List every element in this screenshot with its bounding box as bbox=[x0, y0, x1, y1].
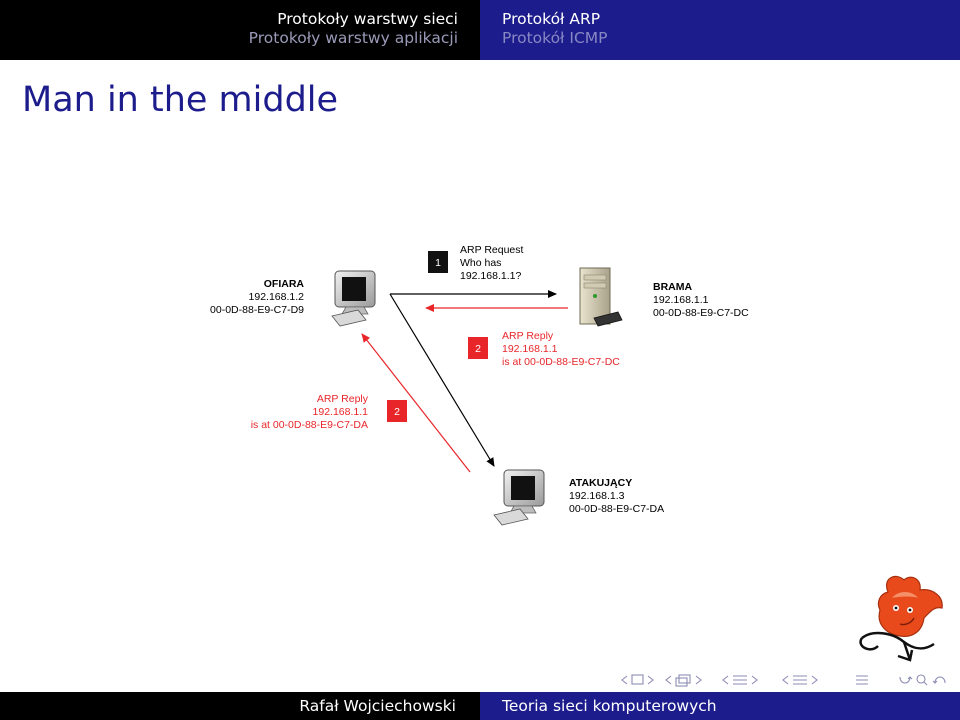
slide-title: Man in the middle bbox=[22, 80, 339, 120]
attacker-computer-icon bbox=[494, 470, 544, 525]
step2-gateway-line3: is at 00-0D-88-E9-C7-DC bbox=[502, 356, 620, 368]
arp-request-arrow-to-attacker bbox=[390, 294, 494, 466]
footer-course-title: Teoria sieci komputerowych bbox=[502, 697, 717, 715]
victim-ip: 192.168.1.2 bbox=[248, 291, 304, 303]
nav-frame-icon[interactable] bbox=[632, 675, 643, 684]
step1-line2: Who has bbox=[460, 257, 502, 269]
victim-mac: 00-0D-88-E9-C7-D9 bbox=[210, 304, 304, 316]
header-right-panel bbox=[480, 0, 960, 60]
nav-document-icon[interactable] bbox=[793, 676, 807, 684]
attacker-ip: 192.168.1.3 bbox=[569, 490, 625, 502]
arp-mitm-diagram bbox=[198, 238, 764, 528]
step2-gateway-line1: ARP Reply bbox=[502, 330, 554, 342]
attacker-label: ATAKUJĄCY bbox=[569, 477, 633, 489]
step2-victim-line3: is at 00-0D-88-E9-C7-DA bbox=[250, 419, 368, 431]
arp-reply-arrow-to-victim bbox=[362, 334, 470, 472]
step1-line1: ARP Request bbox=[460, 244, 524, 256]
footer-right-panel bbox=[480, 692, 960, 720]
step2-gateway-number: 2 bbox=[475, 343, 481, 355]
subsection-link-arp[interactable]: Protokół ARP bbox=[502, 10, 601, 28]
nav-section-icon[interactable] bbox=[733, 676, 747, 684]
gateway-ip: 192.168.1.1 bbox=[653, 294, 709, 306]
gateway-server-icon bbox=[580, 268, 622, 326]
nav-search-icon[interactable] bbox=[917, 675, 927, 685]
nav-frame-left-icon[interactable] bbox=[622, 676, 627, 684]
footer-left-panel bbox=[0, 692, 480, 720]
header-left-panel bbox=[0, 0, 480, 60]
nav-subsection-right-icon[interactable] bbox=[696, 676, 701, 684]
section-link-network-layer[interactable]: Protokoły warstwy sieci bbox=[277, 10, 458, 28]
subsection-link-icmp[interactable]: Protokół ICMP bbox=[502, 29, 608, 47]
gateway-mac: 00-0D-88-E9-C7-DC bbox=[653, 307, 749, 319]
mascot-logo bbox=[852, 572, 952, 664]
attacker-mac: 00-0D-88-E9-C7-DA bbox=[569, 503, 665, 515]
nav-subsection-left-icon[interactable] bbox=[666, 676, 671, 684]
nav-appendix-icon[interactable] bbox=[856, 676, 868, 684]
step2-victim-number: 2 bbox=[394, 406, 400, 418]
gateway-label: BRAMA bbox=[653, 281, 693, 293]
section-link-application-layer[interactable]: Protokoły warstwy aplikacji bbox=[248, 29, 458, 47]
nav-section-left-icon[interactable] bbox=[723, 676, 728, 684]
beamer-navigation-bar bbox=[620, 672, 950, 688]
step2-victim-line2: 192.168.1.1 bbox=[312, 406, 368, 418]
footer bbox=[0, 692, 960, 720]
step2-gateway-line2: 192.168.1.1 bbox=[502, 343, 558, 355]
footer-author: Rafał Wojciechowski bbox=[299, 697, 456, 715]
step2-victim-line1: ARP Reply bbox=[316, 393, 368, 405]
nav-document-right-icon[interactable] bbox=[812, 676, 817, 684]
nav-back-icon[interactable] bbox=[900, 677, 912, 683]
victim-computer-icon bbox=[332, 271, 375, 326]
victim-label: OFIARA bbox=[263, 278, 304, 290]
step1-line3: 192.168.1.1? bbox=[460, 270, 522, 282]
nav-section-right-icon[interactable] bbox=[752, 676, 757, 684]
nav-frame-right-icon[interactable] bbox=[648, 676, 653, 684]
nav-document-left-icon[interactable] bbox=[783, 676, 788, 684]
nav-forward-icon[interactable] bbox=[933, 677, 945, 683]
step1-number: 1 bbox=[435, 257, 441, 269]
nav-subsection-icon[interactable] bbox=[676, 675, 690, 686]
